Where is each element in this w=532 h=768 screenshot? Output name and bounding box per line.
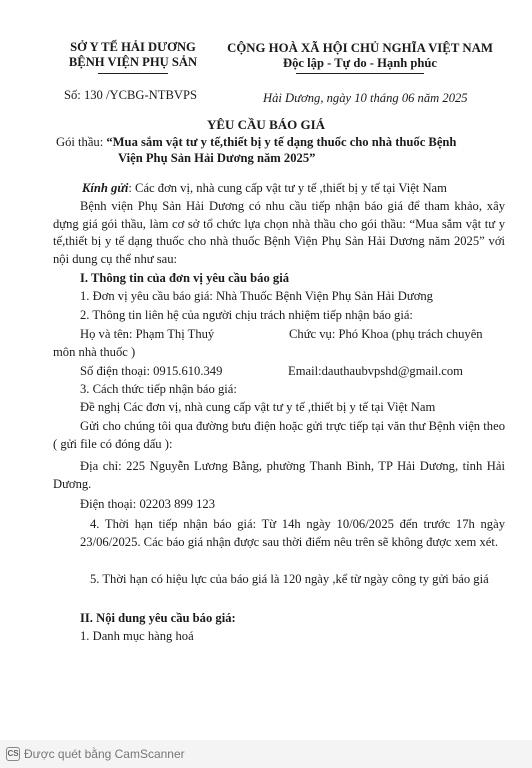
intro-paragraph: Bệnh viện Phụ Sản Hải Dương có nhu cầu tiếp nhận báo giá để tham khảo, xây dựng giá gói thầu, làm cơ sở tổ chức lựa chọn nhà thầu cho gói thầu: “Mua sắm vật tư y tế,thiết bị y tế dạng thuốc cho nhà thuốc Bệnh Viện Phụ Sản Hải Dương năm 2025” với nội dung cụ thể như sau: [53, 199, 505, 266]
address: Địa chỉ: 225 Nguyễn Lương Bằng, phường Thanh Bình, TP Hải Dương, tỉnh Hải Dương. [53, 459, 505, 491]
package-label: Gói thầu: [56, 135, 107, 149]
send-instructions: Gửi cho chúng tôi qua đường bưu điện hoặc gửi trực tiếp tại văn thư Bệnh viện theo ( gửi file có đóng dấu ): [53, 419, 505, 451]
greeting-label: Kính gửi [82, 181, 129, 195]
package-line-1 [56, 135, 456, 151]
package-name-1: “Mua sắm vật tư y tế,thiết bị y tế dạng thuốc cho nhà thuốc Bệnh [106, 135, 457, 149]
nation-line-2: Độc lập - Tự do - Hạnh phúc [283, 56, 437, 70]
section1-item1: 1. Đơn vị yêu cầu báo giá: Nhà Thuốc Bệnh Viện Phụ Sản Hải Dương [80, 289, 433, 303]
section1-heading: I. Thông tin của đơn vị yêu cầu báo giá [80, 271, 289, 285]
telephone: Điện thoại: 02203 899 123 [80, 497, 216, 511]
section2-heading: II. Nội dung yêu cầu báo giá: [80, 611, 236, 625]
place-date: Hải Dương, ngày 10 tháng 06 năm 2025 [263, 91, 468, 105]
org-underline [98, 73, 168, 74]
org-line-2: BỆNH VIỆN PHỤ SẢN [68, 55, 198, 69]
nation-line-1: CỘNG HOÀ XÃ HỘI CHỦ NGHĨA VIỆT NAM [227, 41, 493, 55]
section2-item1: 1. Danh mục hàng hoá [80, 629, 194, 643]
package-name-2: Viện Phụ Sản Hải Dương năm 2025” [118, 151, 316, 165]
doc-title: YÊU CẦU BÁO GIÁ [206, 117, 326, 132]
contact-name: Họ và tên: Phạm Thị Thuý [80, 327, 215, 341]
doc-number: Số: 130 /YCBG-NTBVPS [64, 88, 197, 102]
greeting-text: : Các đơn vị, nhà cung cấp vật tư y tế ,thiết bị y tế tại Việt Nam [128, 181, 447, 195]
greeting [82, 181, 447, 197]
section1-item3: 3. Cách thức tiếp nhận báo giá: [80, 382, 237, 396]
contact-position-1: Chức vụ: Phó Khoa (phụ trách chuyên [289, 327, 483, 341]
contact-email: Email:dauthaubvpshd@gmail.com [288, 364, 463, 378]
section1-item5: 5. Thời hạn có hiệu lực của báo giá là 120 ngày ,kể từ ngày công ty gửi báo giá [90, 572, 489, 586]
section1-item2: 2. Thông tin liên hệ của người chịu trách nhiệm tiếp nhận báo giá: [80, 308, 413, 322]
section1-item4: 4. Thời hạn tiếp nhận báo giá: Từ 14h ngày 10/06/2025 đến trước 17h ngày 23/06/2025. Các báo giá nhận được sau thời điểm nêu trên sẽ không được xem xét. [80, 517, 505, 549]
camscanner-icon: CS [6, 747, 20, 761]
request-line: Đề nghị Các đơn vị, nhà cung cấp vật tư y tế ,thiết bị y tế tại Việt Nam [80, 400, 436, 414]
contact-phone: Số điện thoại: 0915.610.349 [80, 364, 223, 378]
nation-underline [296, 73, 424, 74]
org-line-1: SỞ Y TẾ HẢI DƯƠNG [70, 40, 196, 54]
scanner-footer-text: Được quét bằng CamScanner [24, 746, 185, 761]
contact-position-2: môn nhà thuốc ) [53, 345, 136, 359]
scanner-footer [0, 740, 532, 768]
